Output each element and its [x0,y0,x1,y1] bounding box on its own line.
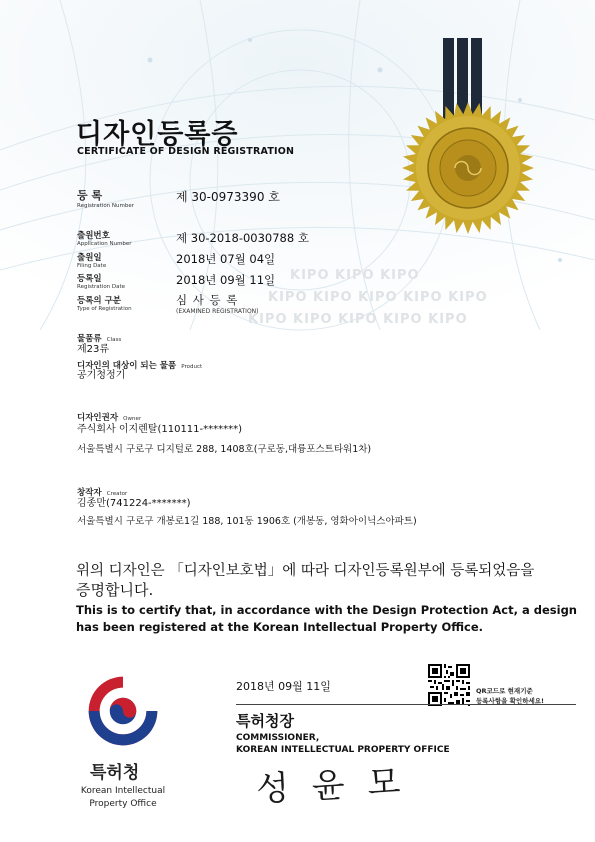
class-value: 제23류 [77,344,110,355]
registration-number-value: 제 30-0973390 호 [176,190,280,204]
certificate-title: 디자인등록증 [76,119,239,150]
watermark-row-3: KIPO KIPO KIPO KIPO KIPO [248,312,468,327]
commissioner-title-ko: 특허청장 [236,712,294,730]
filing-date-label: 출원일 Filing Date [77,253,107,269]
watermark-row-2: KIPO KIPO KIPO KIPO KIPO [268,290,488,305]
official-seal [398,38,538,238]
commissioner-title-en: COMMISSIONER, KOREAN INTELLECTUAL PROPERTY OFFICE [236,733,450,755]
product-value: 공기청정기 [77,370,126,381]
qr-code [428,664,470,706]
application-number-label: 출원번호 Application Number [77,231,132,247]
owner-address: 서울특별시 구로구 디지털로 288, 1408호(구로동,대륭포스트타워1차) [77,444,372,455]
qr-note: QR코드로 현재기준 등록사항을 확인하세요! [476,687,545,705]
creator-label: 창작자 Creator [77,488,128,498]
product-label: 디자인의 대상이 되는 물품 Product [77,361,203,371]
issue-date: 2018년 09월 11일 [236,680,331,693]
kipo-logo-text-ko: 특허청 [90,763,140,783]
certification-en-line-1: This is to certify that, in accordance with the Design Protection Act, a design [76,603,577,617]
watermark-row-1: KIPO KIPO KIPO [290,268,420,283]
creator-address: 서울특별시 구로구 개봉로1길 188, 101동 1906호 (개봉동, 영화아이닉스아파트) [77,516,417,527]
application-number-value: 제 30-2018-0030788 호 [176,231,309,245]
owner-name: 주식회사 이지렌탈(110111-*******) [77,424,243,435]
registration-date-value: 2018년 09월 11일 [176,273,276,287]
registration-number-label: 등 록 Registration Number [77,189,135,209]
certificate-title-en: CERTIFICATE OF DESIGN REGISTRATION [77,146,295,157]
creator-name: 김종만(741224-*******) [77,498,191,509]
owner-label: 디자인권자 Owner [77,413,142,423]
registration-date-label: 등록일 Registration Date [77,274,126,290]
signature: 성 윤 모 [255,762,408,810]
registration-type-label: 등록의 구분 Type of Registration [77,296,132,312]
certification-ko-line-1: 위의 디자인은 「디자인보호법」에 따라 디자인등록원부에 등록되었음을 [76,563,535,579]
kipo-logo-icon [84,672,162,750]
filing-date-value: 2018년 07월 04일 [176,252,276,266]
certification-ko-line-2: 증명합니다. [76,581,154,599]
kipo-logo-text-en: Korean Intellectual Property Office [80,786,166,809]
footer-divider [236,704,576,705]
certification-en-line-2: has been registered at the Korean Intellectual Property Office. [76,620,484,634]
class-label: 물품류 Class [77,334,122,344]
registration-type-value: 심 사 등 록 (EXAMINED REGISTRATION) [176,293,259,315]
